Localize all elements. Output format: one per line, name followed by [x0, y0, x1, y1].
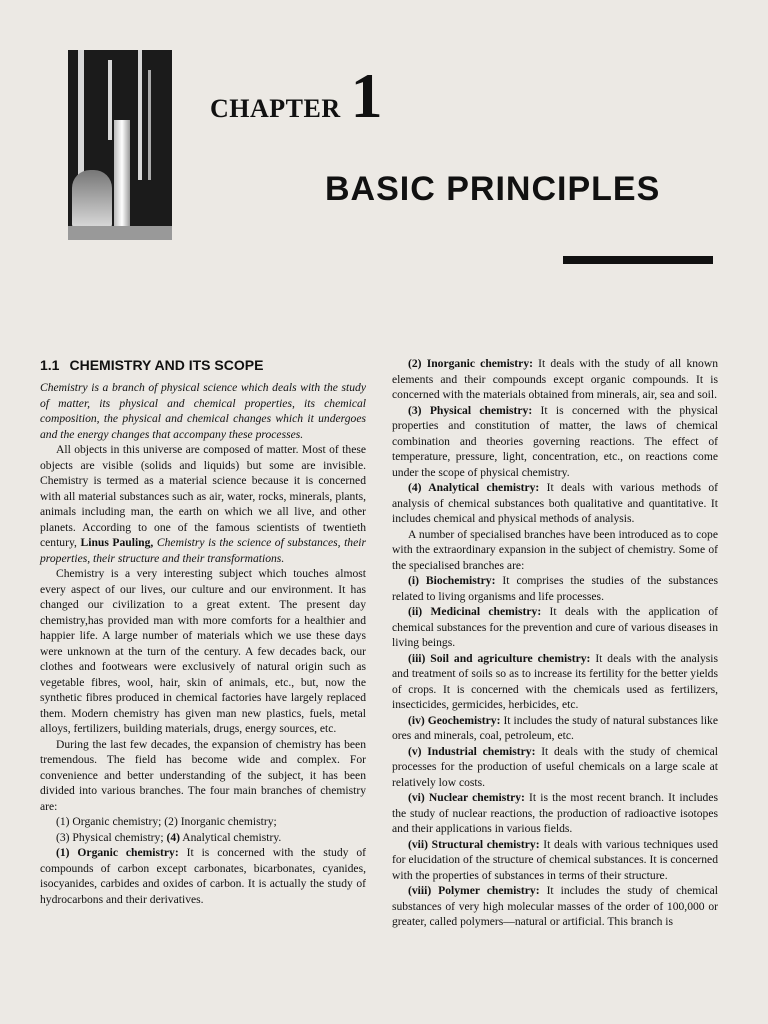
page-title: BASIC PRINCIPLES	[325, 170, 661, 208]
definition-paragraph: Chemistry is a branch of physical science which deals with the study of matter, its physical and chemical properties, its chemical composition, the physical and chemical changes which it undergoes and the energy changes that accompany these processes.	[40, 381, 366, 441]
branch-item	[392, 573, 718, 604]
branch-text: It is the most recent branch. It includes the study of nuclear reactions, the production of radioactive isotopes and their applications in various fields.	[392, 791, 718, 835]
section-heading	[40, 356, 366, 374]
branch-item	[392, 837, 718, 884]
quote-text: Chemistry is the science of substances, their properties, their structure and their transformations.	[40, 536, 366, 565]
section-number: 1.1	[40, 357, 60, 373]
branch-text: It comprises the studies of the substances related to living organisms and life processes.	[392, 574, 718, 603]
branch-item	[392, 480, 718, 527]
branch-text: It deals with the analysis and treatment of soils so as to increase its fertility for the better yields of crops. It is concerned with the chemicals used as fertilizers, insecticides, germicides, herbicides, etc.	[392, 651, 718, 711]
branch-label: (iii) Soil and agriculture chemistry:	[408, 651, 591, 665]
branch-item	[40, 845, 366, 907]
list-line	[40, 830, 366, 846]
branch-item	[392, 883, 718, 930]
list-line: (1) Organic chemistry; (2) Inorganic chemistry;	[56, 815, 277, 828]
chapter-word: CHAPTER	[210, 94, 341, 123]
branch-text: It deals with various methods of analysis of chemical substances both qualitative and quantitative. It includes chemical and physical methods of analysis.	[392, 481, 718, 525]
title-rule	[563, 256, 713, 264]
branch-text: It is concerned with the physical properties and constitution of matter, the laws of chemical combination and theories governing reactions. The effect of temperature, pressure, light, concentration, etc., on reactions come under the scope of physical chemistry.	[392, 403, 718, 479]
branch-label: (ii) Medicinal chemistry:	[408, 605, 542, 618]
branch-text: It includes the study of chemical substances of very high molecular masses of the order of 100,000 or greater, called polymers—natural or artificial. This branch is	[392, 884, 718, 928]
chapter-heading	[210, 60, 383, 131]
branch-label: (v) Industrial chemistry:	[408, 744, 536, 758]
branch-label: (4) Analytical chemistry:	[408, 481, 540, 494]
paragraph: A number of specialised branches have been introduced as to cope with the extraordinary expansion in the subject of chemistry. Some of the specialised branches are:	[392, 527, 718, 572]
branch-label: (vi) Nuclear chemistry:	[408, 791, 525, 804]
chapter-photo-lab-equipment	[68, 50, 172, 240]
scientist-name: Linus Pauling,	[80, 536, 154, 549]
paragraph: Chemistry is a very interesting subject which touches almost every aspect of our lives, our culture and our environment. It has changed our civilization to a great extent. The present day chemistry,has provided man with more comforts for a healthier and happier life. A large number of materials which we use these days were unknown at the turn of the century. A few decades back, our clothes and footwears were exclusively of natural origin such as vegetable fibres, wool, hair, skin of animals, etc., but, now the synthetic fibres produced in chemical factories have largely replaced them. Modern chemistry has given man new plastics, fuels, metal alloys, fertilizers, building materials, drugs, energy sources, etc.	[40, 567, 366, 735]
branch-text: It deals with the study of chemical processes for the production of useful chemicals on a large scale at relatively low costs.	[392, 744, 718, 789]
branch-item	[392, 744, 718, 791]
chapter-number: 1	[350, 60, 383, 131]
branch-item	[392, 403, 718, 481]
list-item: (3) Physical chemistry;	[56, 830, 164, 844]
list-number: (4)	[166, 830, 180, 844]
paragraph-text: All objects in this universe are composed of matter. Most of these objects are visible (solids and liquids) but some are invisible. Chemistry is termed as a material science because it is concerned with all material substances such as air, water, rocks, minerals, plants, animals including man, the earth on which we all live, and other planets. According to one of the famous scientists of twentieth century,	[40, 443, 366, 549]
branch-label: (vii) Structural chemistry:	[408, 837, 540, 851]
branch-label: (1) Organic chemistry:	[56, 846, 179, 859]
section-title: CHEMISTRY AND ITS SCOPE	[69, 357, 264, 373]
branch-label: (2) Inorganic chemistry:	[408, 357, 533, 370]
branch-label: (viii) Polymer chemistry:	[408, 884, 540, 897]
branch-text: It deals with the study of all known elements and their compounds except organic compounds. It is concerned with the materials obtained from minerals, air, sea and soil.	[392, 357, 719, 401]
branch-label: (iv) Geochemistry:	[408, 713, 501, 727]
branch-item	[392, 356, 718, 403]
paragraph	[40, 442, 366, 566]
branch-item	[392, 604, 718, 651]
branch-label: (i) Biochemistry:	[408, 574, 496, 587]
branch-item	[392, 651, 718, 713]
paragraph: During the last few decades, the expansion of chemistry has been tremendous. The field has become wide and complex. For convenience and better understanding of the subject, it has been divided into various branches. The four main branches of chemistry are:	[40, 737, 366, 813]
branch-item	[392, 790, 718, 837]
branch-item	[392, 713, 718, 744]
list-item: Analytical chemistry.	[182, 830, 282, 844]
branch-text: It includes the study of natural substances like ores and minerals, coal, petroleum, etc.	[392, 713, 718, 742]
branch-label: (3) Physical chemistry:	[408, 403, 533, 417]
branch-text: It deals with the application of chemical substances for the prevention and cure of various diseases in living beings.	[392, 605, 718, 649]
branch-text: It is concerned with the study of compounds of carbon except carbonates, bicarbonates, cyanides, isocyanides, carbides and oxides of carbon. It is actually the study of hydrocarbons and their derivatives.	[40, 846, 366, 906]
left-column	[40, 356, 366, 907]
branch-text: It deals with various techniques used for elucidation of the structure of chemical substances. It is concerned with the properties of substances in terms of their structure.	[392, 837, 718, 882]
right-column	[392, 356, 718, 930]
